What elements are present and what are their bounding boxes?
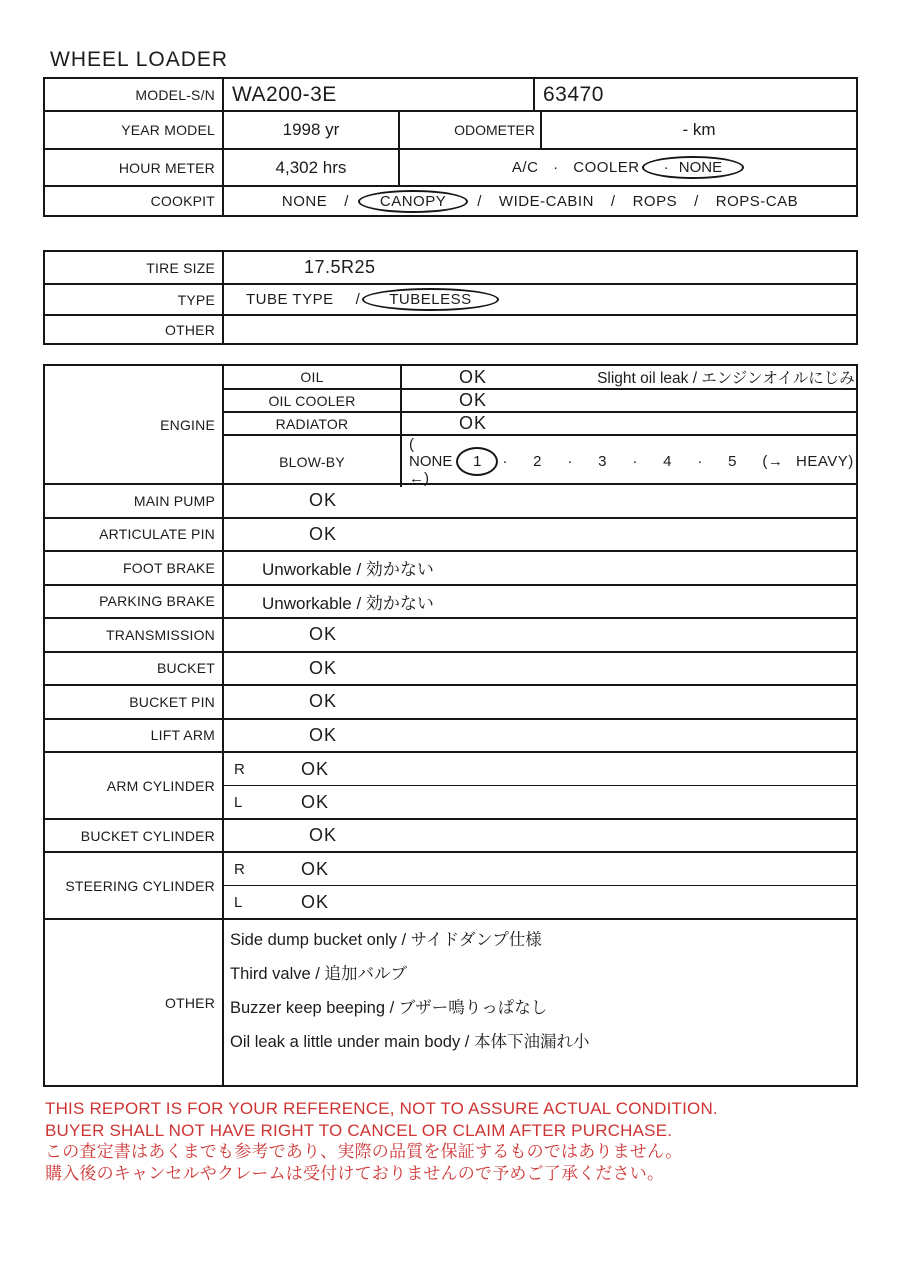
- transmission-status: OK: [222, 619, 856, 651]
- other-remark-line: Oil leak a little under main body / 本体下油漏れ小: [230, 1033, 590, 1051]
- other-remark-line: Buzzer keep beeping / ブザー鳴りっぱなし: [230, 999, 548, 1017]
- right-side-key: R: [234, 760, 245, 778]
- hour-ac-row: [45, 148, 856, 185]
- main-pump-label: MAIN PUMP: [133, 492, 215, 509]
- cockpit-option-rops: ROPS: [632, 192, 678, 210]
- disclaimer-line-en: THIS REPORT IS FOR YOUR REFERENCE, NOT TO ASSURE ACTUAL CONDITION.: [45, 1099, 718, 1118]
- tire-size-label: TIRE SIZE: [146, 259, 215, 276]
- blowby-label: BLOW-BY: [279, 453, 345, 470]
- model-label: MODEL-S/N: [135, 86, 215, 103]
- other-remarks-block: [45, 918, 856, 1085]
- cockpit-separator: /: [344, 192, 349, 210]
- tire-type-option-tube: TUBE TYPE: [246, 291, 334, 308]
- serial-value: 63470: [533, 79, 856, 110]
- steering-cylinder-block: [45, 851, 856, 918]
- parking-brake-row: [45, 584, 856, 618]
- tire-type-separator: /: [355, 291, 361, 308]
- cockpit-label: COOKPIT: [150, 193, 215, 209]
- model-value: WA200-3E: [222, 79, 533, 110]
- steering-cylinder-label: STEERING CYLINDER: [65, 877, 215, 894]
- tire-other-label: OTHER: [165, 321, 215, 338]
- lift-arm-label: LIFT ARM: [150, 727, 215, 744]
- transmission-row: [45, 617, 856, 651]
- right-side-key: R: [234, 860, 245, 878]
- main-pump-row: [45, 483, 856, 517]
- steering-cylinder-left-row: [224, 885, 856, 918]
- cockpit-selected-ellipse: CANOPY: [358, 190, 468, 213]
- other-remark-line: Side dump bucket only / サイドダンプ仕様: [230, 931, 542, 949]
- bucket-label: BUCKET: [157, 660, 215, 677]
- tire-other-value: [222, 316, 856, 343]
- tire-size-value: 17.5R25: [222, 252, 856, 283]
- arm-cylinder-subrows: [222, 753, 856, 818]
- lift-arm-row: [45, 718, 856, 752]
- cockpit-row: [45, 185, 856, 215]
- other-remarks-content: [222, 920, 856, 1085]
- bucket-cylinder-status: OK: [222, 820, 856, 851]
- cockpit-separator: /: [610, 192, 616, 210]
- model-serial-row: [45, 79, 856, 110]
- arm-cylinder-left-status: OK: [301, 791, 330, 812]
- tire-type-row: [45, 283, 856, 314]
- articulate-pin-label: ARTICULATE PIN: [99, 526, 215, 543]
- cockpit-separator: /: [477, 192, 482, 210]
- radiator-label: RADIATOR: [275, 415, 349, 432]
- tire-size-row: [45, 252, 856, 283]
- tire-type-selected-ellipse: TUBELESS: [362, 288, 498, 311]
- oil-status-cell: [400, 366, 858, 388]
- other-remark-line: Third valve / 追加バルブ: [230, 965, 407, 983]
- bucket-pin-status: OK: [222, 686, 856, 718]
- radiator-status: OK: [400, 413, 858, 434]
- ac-selected-ellipse: · NONE: [642, 156, 745, 179]
- arm-cylinder-right-status: OK: [301, 758, 330, 779]
- cockpit-options: [222, 187, 856, 215]
- articulate-pin-row: [45, 517, 856, 551]
- cockpit-option-wide-cabin: WIDE-CABIN: [498, 192, 594, 210]
- bucket-cylinder-label: BUCKET CYLINDER: [80, 827, 215, 844]
- bucket-cylinder-row: [45, 818, 856, 851]
- tire-type-label: TYPE: [177, 291, 215, 308]
- arm-cylinder-block: [45, 751, 856, 818]
- tire-other-row: [45, 314, 856, 343]
- oil-cooler-label: OIL COOLER: [268, 392, 356, 409]
- engine-block: [45, 366, 856, 487]
- inspection-table: [43, 364, 858, 1087]
- year-label: YEAR MODEL: [121, 122, 215, 138]
- tire-table: [43, 250, 858, 345]
- engine-label: ENGINE: [160, 416, 215, 433]
- blowby-selected-circle: 1: [456, 447, 498, 476]
- oil-cooler-status: OK: [400, 390, 858, 411]
- engine-blowby-row: [224, 434, 858, 487]
- arm-cylinder-label: ARM CYLINDER: [106, 777, 215, 794]
- year-odometer-row: [45, 110, 856, 148]
- left-side-key: L: [234, 893, 243, 911]
- blowby-scale-cell: [400, 436, 858, 487]
- cockpit-option-rops-cab: ROPS-CAB: [715, 192, 799, 210]
- main-pump-status: OK: [222, 485, 856, 517]
- bucket-row: [45, 651, 856, 685]
- blowby-scale: · 2 · 3 · 4 · 5 (→ HEAVY): [502, 453, 854, 470]
- steering-cylinder-right-row: [224, 853, 856, 885]
- cockpit-option-none: NONE: [281, 192, 328, 210]
- transmission-label: TRANSMISSION: [106, 626, 215, 643]
- year-value: 1998 yr: [222, 112, 398, 148]
- oil-label: OIL: [300, 369, 324, 385]
- hour-meter-label: HOUR METER: [118, 159, 215, 176]
- parking-brake-label: PARKING BRAKE: [99, 593, 215, 610]
- bucket-pin-label: BUCKET PIN: [129, 693, 215, 710]
- foot-brake-status: Unworkable / 効かない: [222, 552, 856, 584]
- disclaimer-line-ja: 購入後のキャンセルやクレームは受付けておりませんので予めご了承ください。: [45, 1163, 665, 1183]
- engine-oil-row: [224, 366, 858, 388]
- articulate-pin-status: OK: [222, 519, 856, 551]
- engine-oil-cooler-row: [224, 388, 858, 411]
- engine-radiator-row: [224, 411, 858, 434]
- other-remarks-label: OTHER: [165, 994, 215, 1011]
- page-title: WHEEL LOADER: [50, 48, 229, 71]
- odometer-value: - km: [540, 112, 856, 148]
- oil-remark: Slight oil leak / エンジンオイルにじみ: [597, 370, 855, 387]
- steering-cylinder-subrows: [222, 853, 856, 918]
- disclaimer-line-en: BUYER SHALL NOT HAVE RIGHT TO CANCEL OR CLAIM AFTER PURCHASE.: [45, 1120, 673, 1140]
- arm-cylinder-left-row: [224, 785, 856, 818]
- arm-cylinder-right-row: [224, 753, 856, 785]
- parking-brake-status: Unworkable / 効かない: [222, 586, 856, 618]
- disclaimer-line-ja: この査定書はあくまでも参考であり、実際の品質を保証するものではありません。: [45, 1142, 683, 1161]
- blowby-none-end: ( NONE ←): [409, 436, 453, 487]
- oil-status: OK: [459, 366, 488, 387]
- steering-cylinder-left-status: OK: [301, 891, 330, 912]
- foot-brake-label: FOOT BRAKE: [123, 559, 215, 576]
- tire-type-options: [222, 285, 856, 314]
- ac-cooler-options: [398, 150, 856, 185]
- odometer-label: ODOMETER: [398, 112, 540, 148]
- cockpit-separator: /: [694, 192, 699, 210]
- disclaimer-footer: [45, 1098, 718, 1184]
- machine-info-table: [43, 77, 858, 217]
- foot-brake-row: [45, 550, 856, 584]
- engine-subrows: [222, 366, 858, 487]
- bucket-status: OK: [222, 653, 856, 685]
- bucket-pin-row: [45, 684, 856, 718]
- ac-cooler-text: A/C · COOLER: [511, 159, 640, 176]
- hour-meter-value: 4,302 hrs: [222, 150, 398, 185]
- left-side-key: L: [234, 793, 243, 811]
- steering-cylinder-right-status: OK: [301, 858, 330, 879]
- lift-arm-status: OK: [222, 720, 856, 752]
